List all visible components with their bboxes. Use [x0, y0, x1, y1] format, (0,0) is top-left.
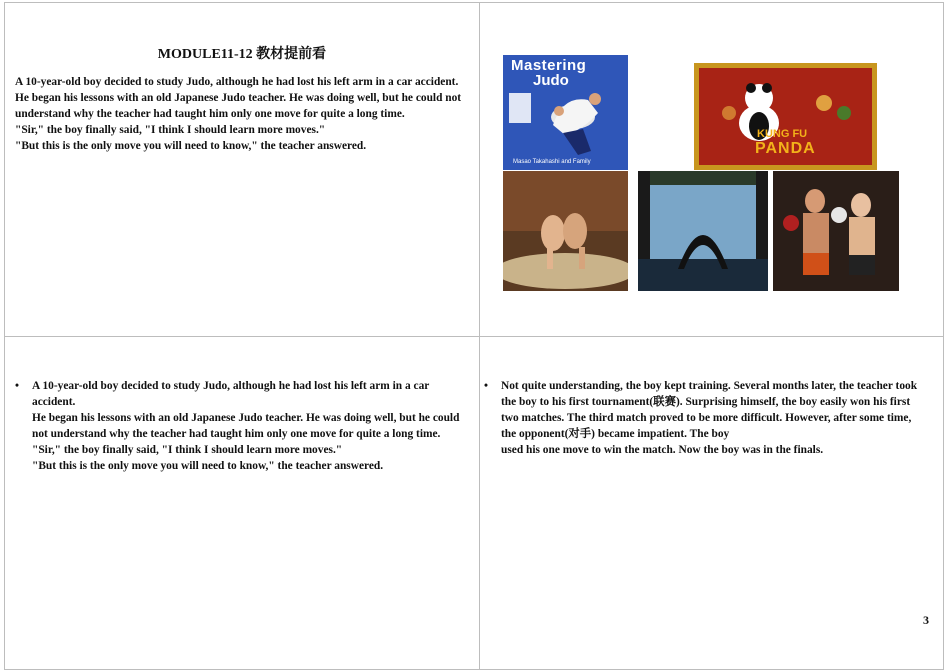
yoga-illustration	[638, 171, 768, 291]
judo-throw-illustration	[503, 55, 628, 170]
mastering-judo-cover-image	[503, 55, 628, 170]
slide-4-paragraph: Not quite understanding, the boy kept training. Several months later, the teacher took the boy to his first tournament(联赛). Surprising himself, the boy easily won his first two matches. The third match proved to be more difficult. However, after some time, the opponent(对手) became impatient. The boy	[501, 380, 918, 440]
slide-3-paragraph: A 10-year-old boy decided to study Judo, although he had lost his left arm in a car accident.	[32, 380, 430, 408]
slide-3-paragraph: He began his lessons with an old Japanese Judo teacher. He was doing well, but he could not understand why the teacher had taught him only one move for quite a long time.	[32, 412, 460, 440]
cover-author: Masao Takahashi and Family	[513, 159, 591, 165]
bullet-marker: •	[15, 380, 19, 392]
boxing-illustration	[773, 171, 899, 291]
slide-1-paragraph: "Sir," the boy finally said, "I think I should learn more moves."	[15, 124, 326, 136]
sumo-illustration	[503, 171, 628, 291]
sumo-wrestling-image	[503, 171, 628, 291]
slide-1-paragraph: A 10-year-old boy decided to study Judo, although he had lost his left arm in a car accident.	[15, 76, 459, 88]
slide-1-text	[15, 74, 470, 154]
slide-3-paragraph: "Sir," the boy finally said, "I think I should learn more moves."	[32, 444, 343, 456]
handout-sheet	[4, 2, 944, 670]
slide-3-text	[15, 378, 467, 474]
yoga-pose-image	[638, 171, 768, 291]
kung-fu-panda-image	[694, 63, 877, 170]
slide-4-text	[484, 378, 924, 458]
slide-4-paragraph: used his one move to win the match. Now the boy was in the finals.	[501, 444, 824, 456]
slide-1-paragraph: He began his lessons with an old Japanese Judo teacher. He was doing well, but he could not understand why the teacher had taught him only one move for quite a long time.	[15, 92, 462, 120]
slide-1-paragraph: "But this is the only move you will need to know," the teacher answered.	[15, 140, 367, 152]
slide-3-paragraph: "But this is the only move you will need to know," the teacher answered.	[32, 460, 384, 472]
page-number: 3	[923, 613, 929, 627]
horizontal-divider	[5, 336, 943, 337]
panda-logo-line2: PANDA	[755, 140, 816, 157]
cover-title-line2: Judo	[533, 72, 569, 89]
boxing-match-image	[773, 171, 899, 291]
cover-title-line1: Mastering	[511, 57, 587, 74]
panda-logo-line1: KUNG FU	[757, 128, 808, 140]
slide-1-title: MODULE11-12 教材提前看	[157, 47, 327, 62]
bullet-marker: •	[484, 380, 488, 392]
